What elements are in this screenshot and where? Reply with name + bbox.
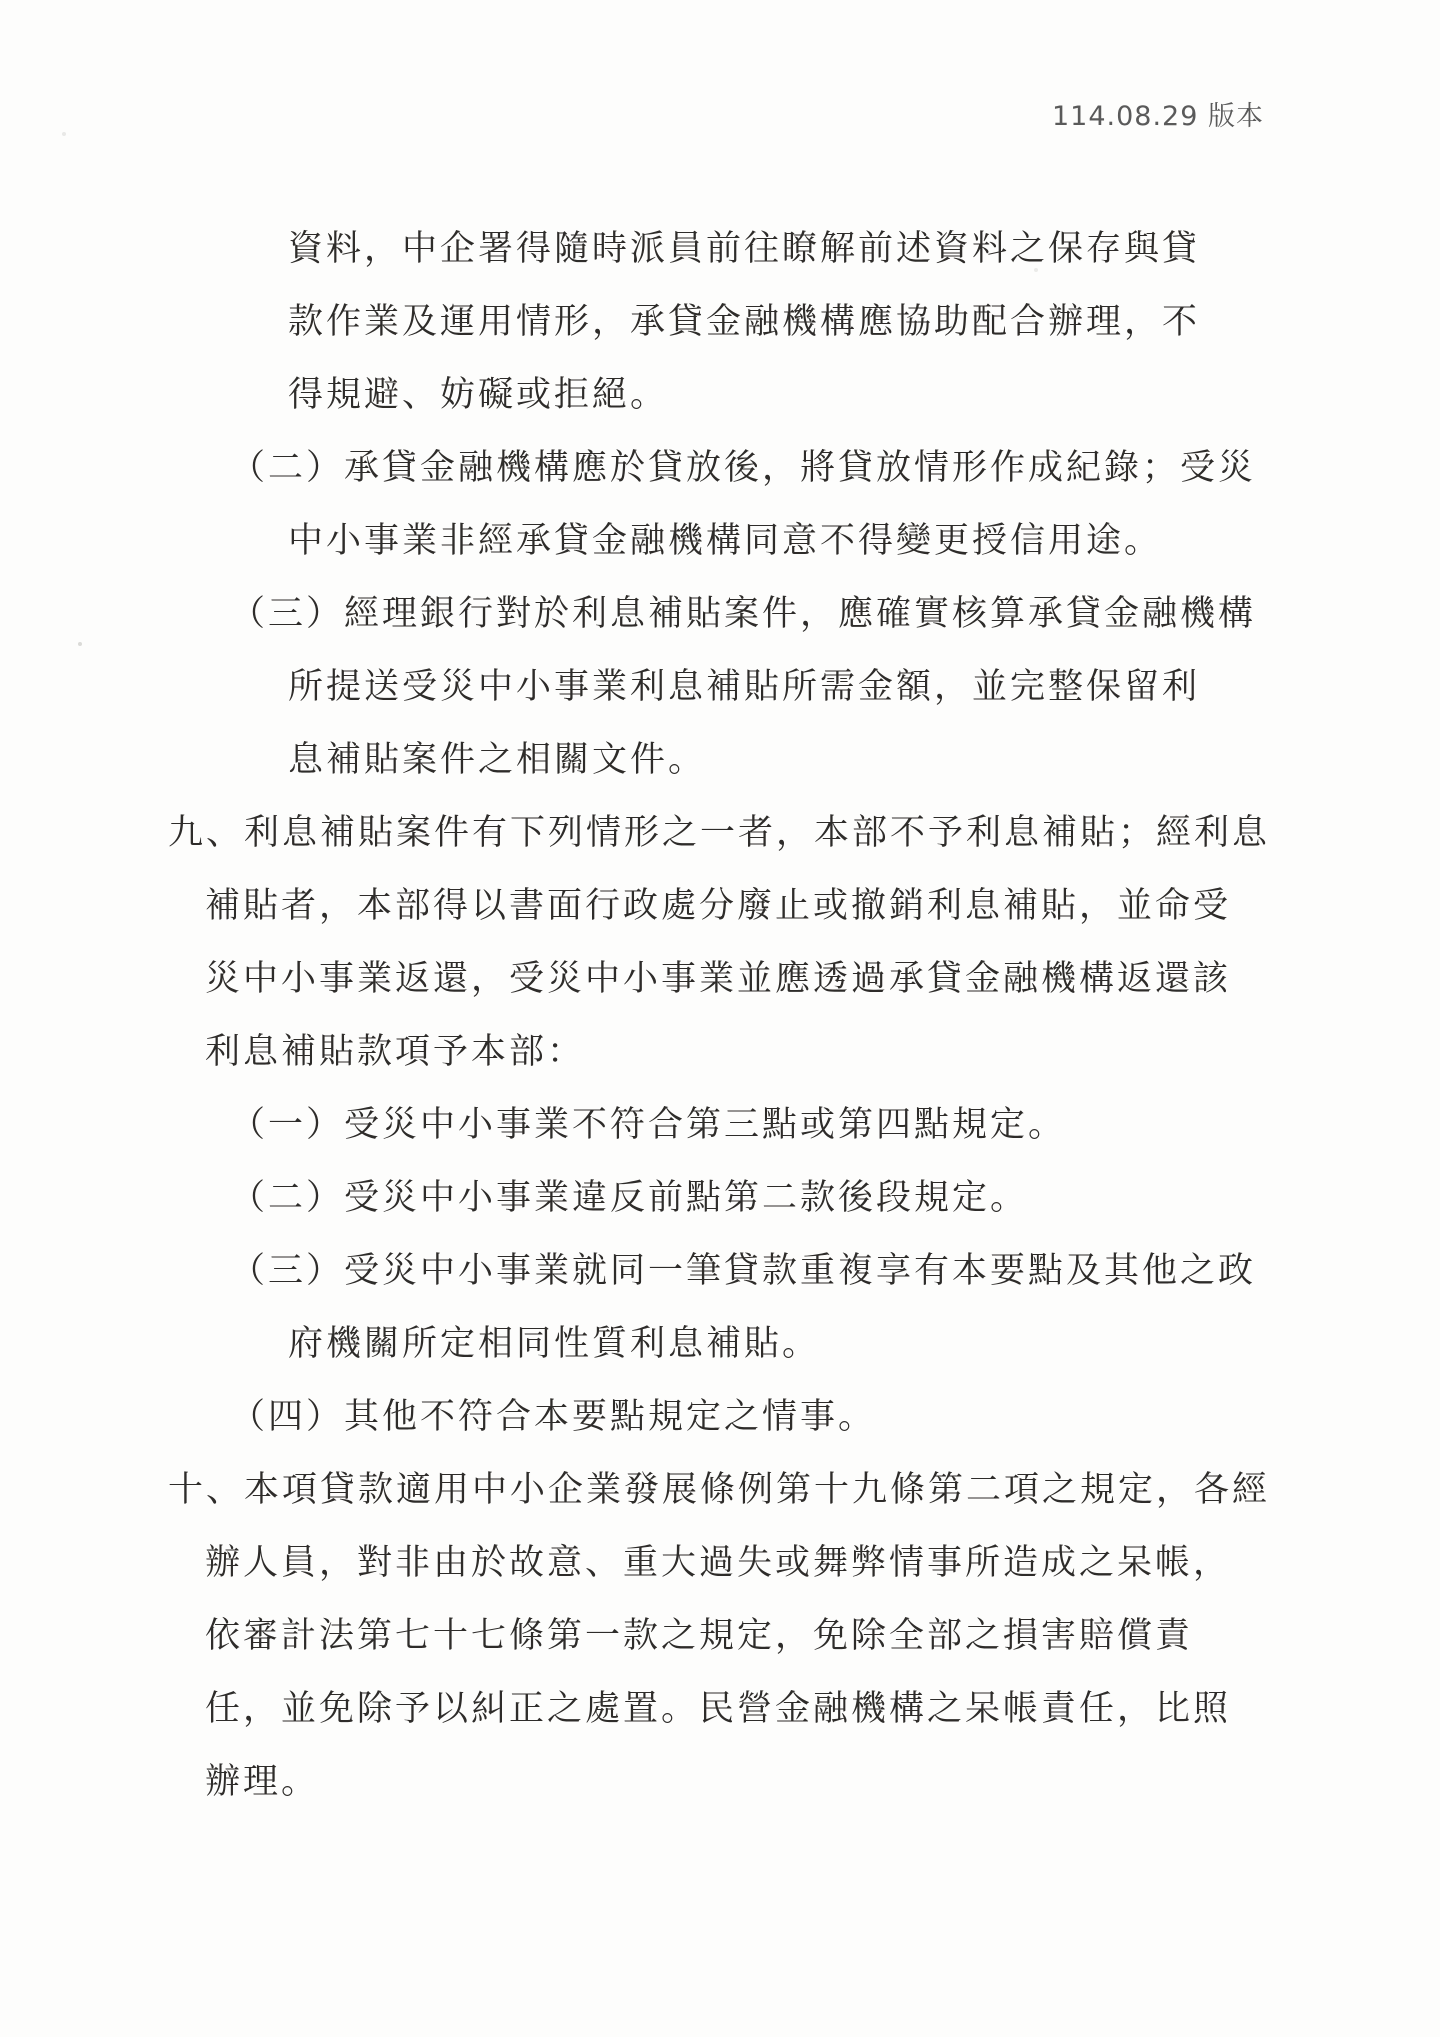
text-line: 十、本項貸款適用中小企業發展條例第十九條第二項之規定，各經	[168, 1470, 1271, 1510]
text-line: 災中小事業返還，受災中小事業並應透過承貸金融機構返還該	[205, 959, 1232, 999]
text-line: （一）受災中小事業不符合第三點或第四點規定。	[230, 1105, 1067, 1145]
text-line: （四）其他不符合本要點規定之情事。	[230, 1397, 877, 1437]
version-label: 114.08.29 版本	[1052, 101, 1264, 132]
text-line: （二）受災中小事業違反前點第二款後段規定。	[230, 1178, 1029, 1218]
text-line: 利息補貼款項予本部：	[205, 1032, 586, 1072]
scan-speck	[78, 642, 82, 646]
text-line: 得規避、妨礙或拒絕。	[288, 375, 669, 415]
document-body	[0, 213, 1440, 1819]
text-line: 九、利息補貼案件有下列情形之一者，本部不予利息補貼；經利息	[168, 813, 1271, 853]
text-line: （三）受災中小事業就同一筆貸款重複享有本要點及其他之政	[230, 1251, 1257, 1291]
text-line: 中小事業非經承貸金融機構同意不得變更授信用途。	[288, 521, 1163, 561]
text-line: 款作業及運用情形，承貸金融機構應協助配合辦理，不	[288, 302, 1201, 342]
text-line: 任，並免除予以糾正之處置。民營金融機構之呆帳責任，比照	[205, 1689, 1232, 1729]
text-line: 府機關所定相同性質利息補貼。	[288, 1324, 821, 1364]
scan-speck	[1034, 268, 1038, 272]
scan-speck	[62, 132, 66, 136]
text-line: 辦人員，對非由於故意、重大過失或舞弊情事所造成之呆帳，	[205, 1543, 1232, 1583]
text-line: （三）經理銀行對於利息補貼案件，應確實核算承貸金融機構	[230, 594, 1257, 634]
text-line: 息補貼案件之相關文件。	[288, 740, 707, 780]
text-line: （二）承貸金融機構應於貸放後，將貸放情形作成紀錄；受災	[230, 448, 1257, 488]
text-line: 依審計法第七十七條第一款之規定，免除全部之損害賠償責	[205, 1616, 1194, 1656]
text-line: 所提送受災中小事業利息補貼所需金額，並完整保留利	[288, 667, 1201, 707]
text-line: 補貼者，本部得以書面行政處分廢止或撤銷利息補貼，並命受	[205, 886, 1232, 926]
text-line: 資料，中企署得隨時派員前往瞭解前述資料之保存與貸	[288, 229, 1201, 269]
text-line: 辦理。	[205, 1762, 320, 1802]
